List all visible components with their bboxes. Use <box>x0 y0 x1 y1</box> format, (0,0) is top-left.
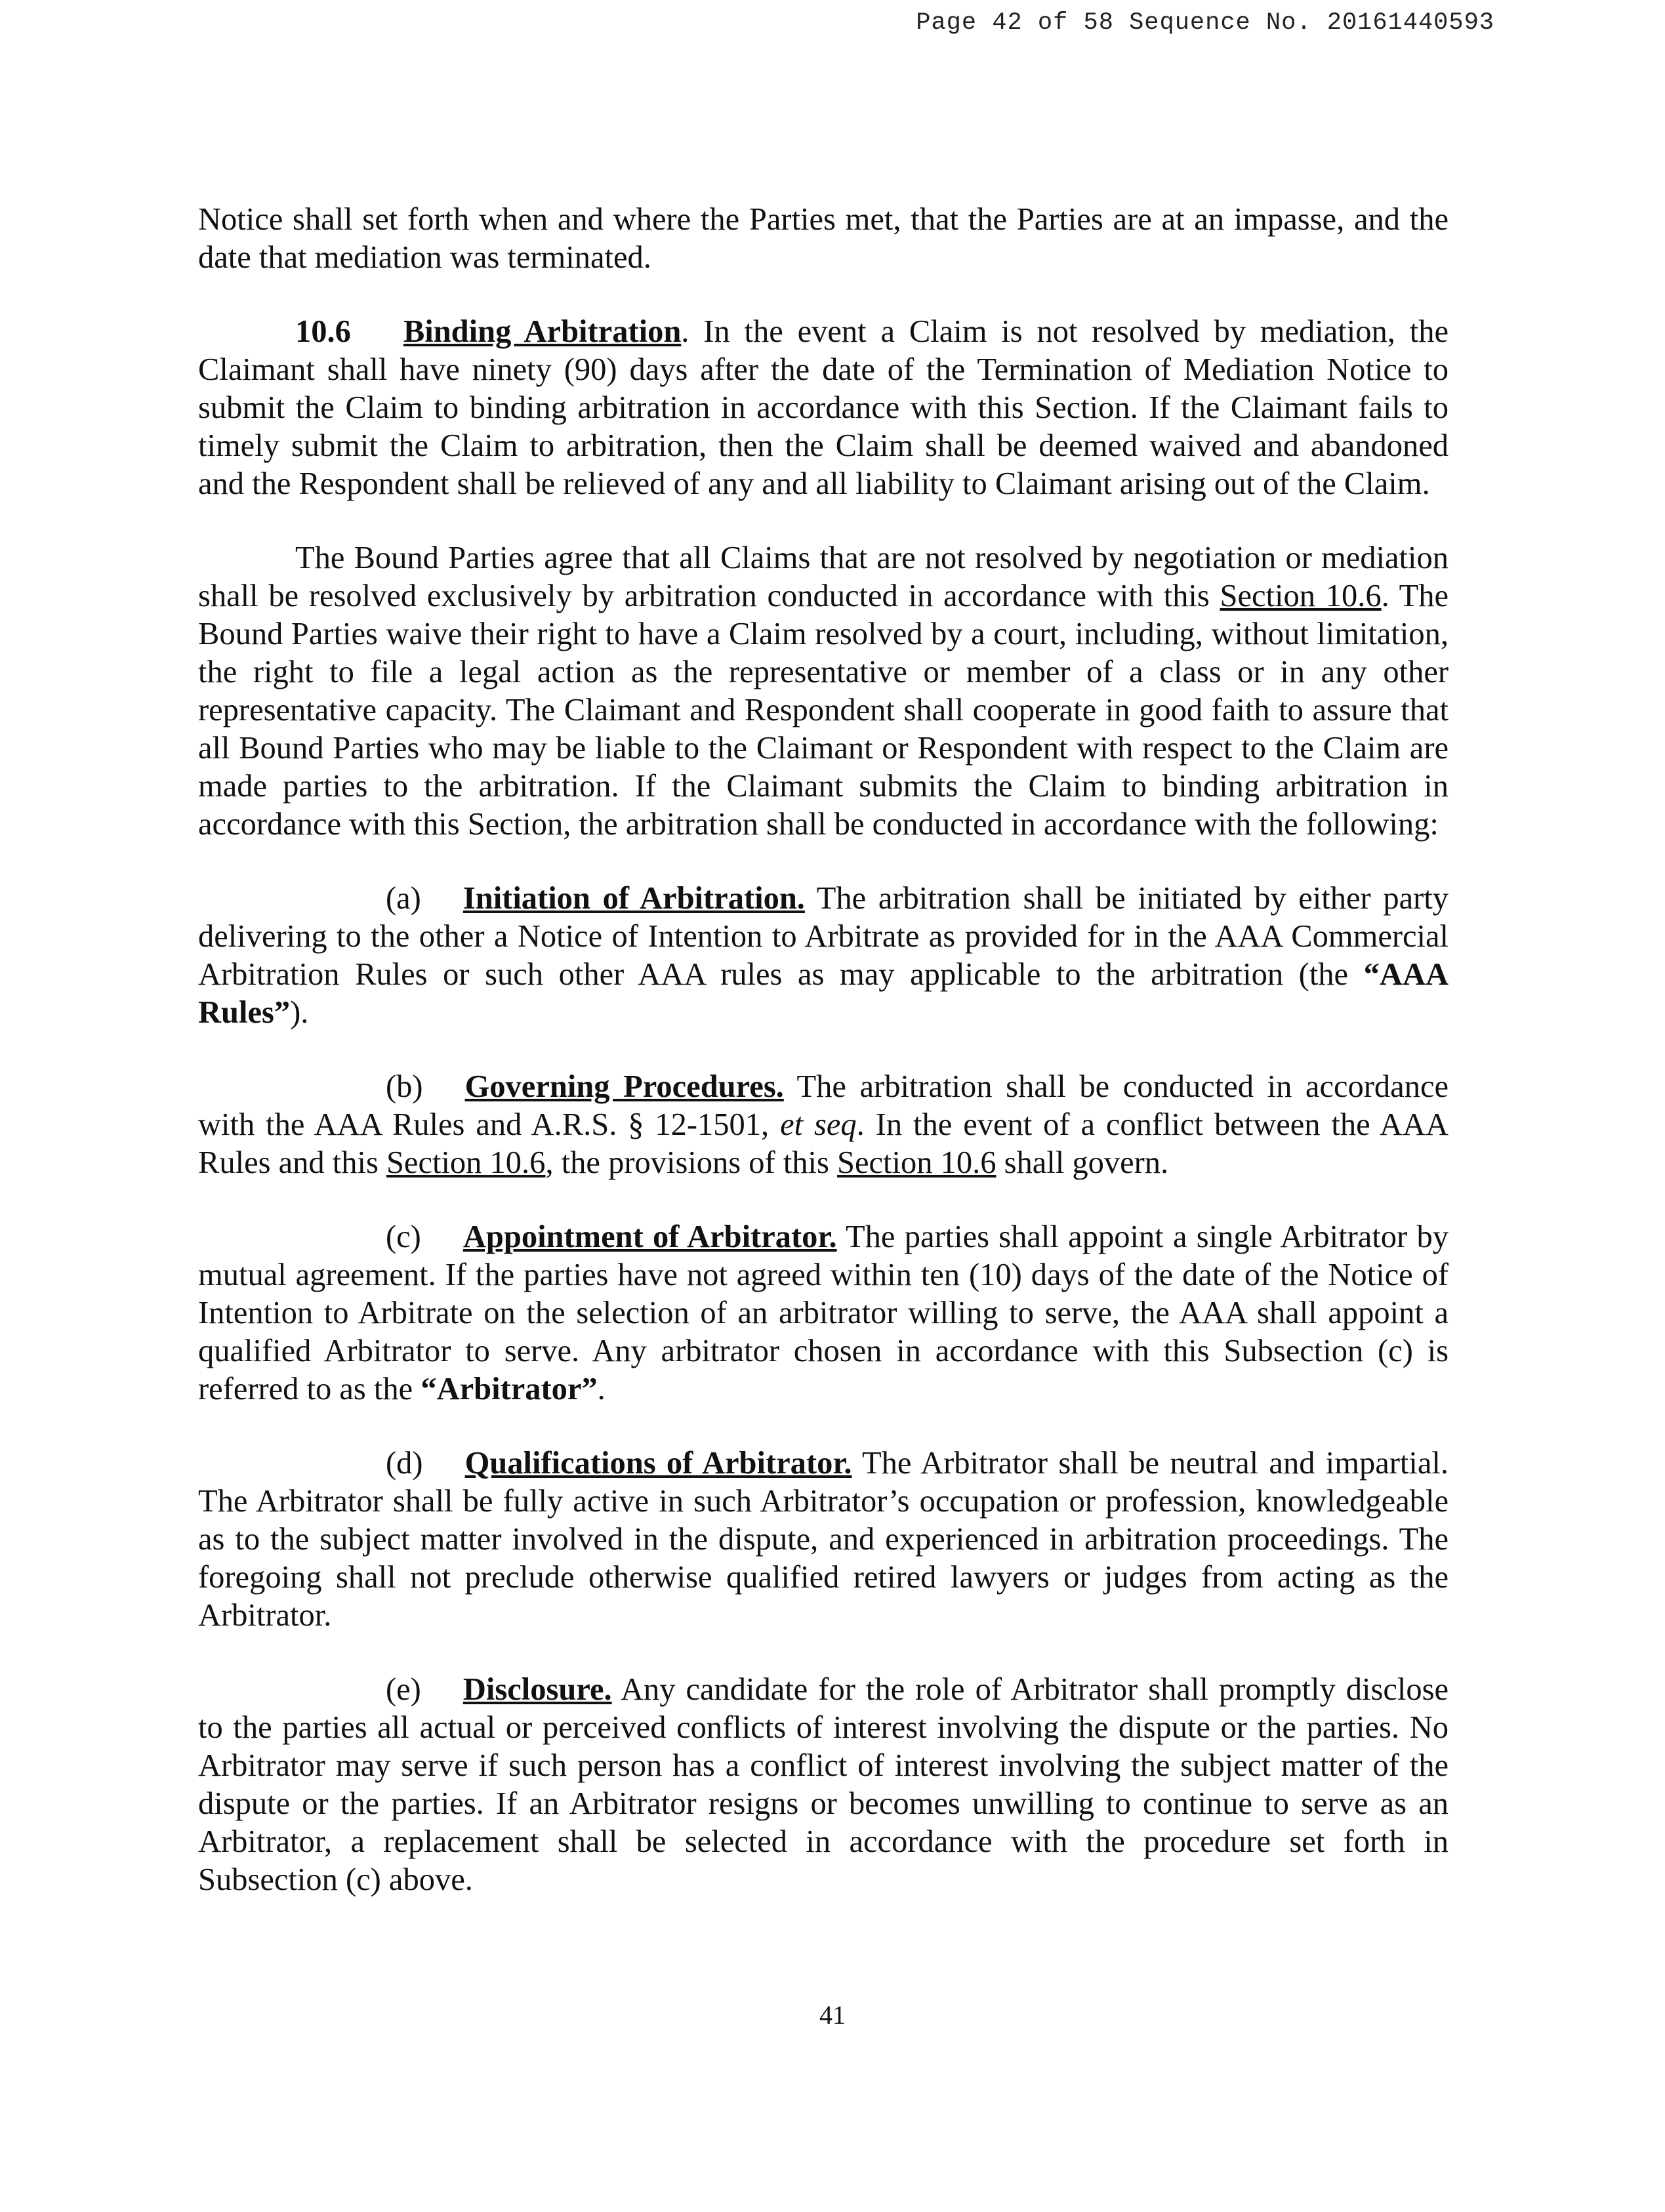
subsection-text: The Arbitrator shall be neutral and impartial. The Arbitrator shall be fully active in such Arbitrator’s occupation or profession, knowledgeable as to the subject matter involved in the dispute, and experienced in arbitration proceedings. The foregoing shall not preclude otherwise qualified retired lawyers or judges from acting as the Arbitrator. <box>198 1446 1449 1633</box>
document-body <box>198 201 1449 1899</box>
subsection-d-qualifications <box>198 1444 1449 1635</box>
paragraph-notice-continued: Notice shall set forth when and where the Parties met, that the Parties are at an impasse, and the date that mediation was terminated. <box>198 202 1449 275</box>
italic-text: et seq <box>780 1107 857 1142</box>
subsection-text: The arbitration shall be initiated by either party delivering to the other a Notice of Intention to Arbitrate as provided for in the AAA Commercial Arbitration Rules or such other AAA rules as may applicable to the arbitration (the <box>198 881 1449 992</box>
subsection-label: (e) <box>386 1672 421 1707</box>
subsection-text: . In the event of a conflict between the AAA Rules and this <box>198 1107 1449 1180</box>
subsection-c-appointment <box>198 1218 1449 1408</box>
subsection-label: (c) <box>386 1219 421 1254</box>
paragraph-text: The Bound Parties agree that all Claims that are not resolved by negotiation or mediation shall be resolved exclusively by arbitration conducted in accordance with this <box>198 541 1449 613</box>
subsection-label: (b) <box>386 1069 423 1104</box>
subsection-heading: Disclosure. <box>462 1672 612 1707</box>
subsection-text: . <box>597 1372 606 1406</box>
subsection-e-disclosure <box>198 1671 1449 1899</box>
subsection-text: ). <box>290 995 309 1030</box>
subsection-text: , the provisions of this <box>545 1145 838 1180</box>
subsection-b-governing-procedures <box>198 1068 1449 1182</box>
section-reference: Section 10.6 <box>837 1145 997 1180</box>
subsection-text: Any candidate for the role of Arbitrator shall promptly disclose to the parties all actual or perceived conflicts of interest involving the dispute or the parties. No Arbitrator may serve if such person has a conflict of interest involving the subject matter of the dispute or the parties. If an Arbitrator resigns or becomes unwilling to continue to serve as an Arbitrator, a replacement shall be selected in accordance with the procedure set forth in Subsection (c) above. <box>198 1672 1449 1897</box>
section-reference: Section 10.6 <box>386 1145 546 1180</box>
page-header: Page 42 of 58 Sequence No. 20161440593 <box>916 9 1494 37</box>
subsection-label: (a) <box>386 881 421 916</box>
subsection-heading: Initiation of Arbitration. <box>462 881 805 916</box>
defined-term: “AAA Rules” <box>198 957 1449 1030</box>
section-heading: Binding Arbitration <box>403 314 682 349</box>
page-number: 41 <box>819 2000 846 2030</box>
paragraph-text: . The Bound Parties waive their right to have a Claim resolved by a court, including, without limitation, the right to file a legal action as the representative or member of a class or in any other representative capacity. The Claimant and Respondent shall cooperate in good faith to assure that all Bound Parties who may be liable to the Claimant or Respondent with respect to the Claim are made parties to the arbitration. If the Claimant submits the Claim to binding arbitration in accordance with this Section, the arbitration shall be conducted in accordance with the following: <box>198 579 1449 842</box>
paragraph-bound-parties <box>198 539 1449 844</box>
subsection-heading: Governing Procedures. <box>464 1069 784 1104</box>
section-text: . In the event a Claim is not resolved by mediation, the Claimant shall have ninety (90) days after the date of the Termination of Mediation Notice to submit the Claim to binding arbitration in accordance with this Section. If the Claimant fails to timely submit the Claim to arbitration, then the Claim shall be deemed waived and abandoned and the Respondent shall be relieved of any and all liability to Claimant arising out of the Claim. <box>198 314 1449 501</box>
section-10-6-binding-arbitration <box>198 313 1449 503</box>
subsection-text: shall govern. <box>996 1145 1169 1180</box>
subsection-heading: Qualifications of Arbitrator. <box>464 1446 852 1481</box>
section-reference: Section 10.6 <box>1220 579 1382 613</box>
defined-term: “Arbitrator” <box>421 1372 598 1406</box>
subsection-a-initiation <box>198 880 1449 1032</box>
subsection-label: (d) <box>386 1446 423 1481</box>
subsection-text: The parties shall appoint a single Arbitrator by mutual agreement. If the parties have not agreed within ten (10) days of the date of the Notice of Intention to Arbitrate on the selection of an arbitrator willing to serve, the AAA shall appoint a qualified Arbitrator to serve. Any arbitrator chosen in accordance with this Subsection (c) is referred to as the <box>198 1219 1449 1406</box>
subsection-text: The arbitration shall be conducted in accordance with the AAA Rules and A.R.S. § 12-1501, <box>198 1069 1449 1142</box>
section-number: 10.6 <box>295 314 351 349</box>
subsection-heading: Appointment of Arbitrator. <box>462 1219 837 1254</box>
